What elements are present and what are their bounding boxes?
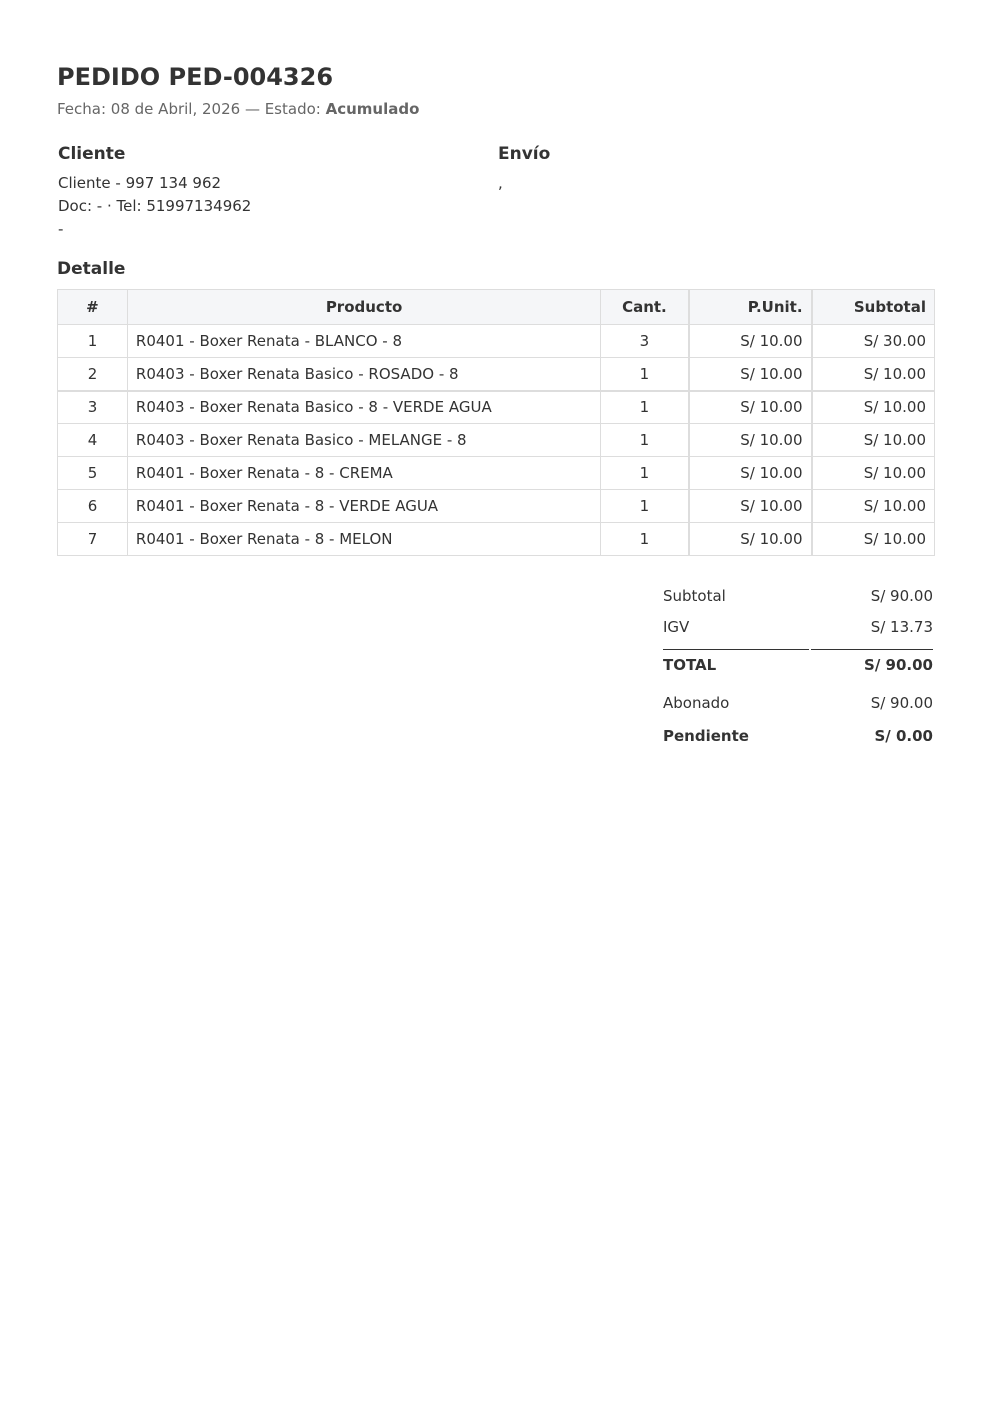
order-document: [57, 60, 935, 745]
page-title: PEDIDO PED-004326: [57, 63, 334, 91]
row-subtotal: S/ 10.00: [812, 358, 935, 391]
row-number: 5: [58, 457, 128, 490]
row-number: 4: [58, 424, 128, 457]
column-header-subtotal: Subtotal: [812, 290, 935, 325]
igv-label: IGV: [663, 618, 690, 636]
row-number: 7: [58, 523, 128, 556]
shipping-address: ,: [498, 174, 503, 192]
row-number: 2: [58, 358, 128, 391]
table-row: [58, 523, 935, 556]
client-extra: -: [58, 220, 64, 238]
shipping-heading: Envío: [498, 144, 551, 164]
table-row: [58, 391, 935, 424]
row-unit-price: S/ 10.00: [689, 457, 812, 490]
row-product: R0401 - Boxer Renata - 8 - MELON: [127, 523, 600, 556]
row-subtotal: S/ 10.00: [812, 490, 935, 523]
table-header-row: [58, 290, 935, 325]
row-unit-price: S/ 10.00: [689, 391, 812, 424]
row-product: R0401 - Boxer Renata - 8 - CREMA: [127, 457, 600, 490]
row-product: R0401 - Boxer Renata - 8 - VERDE AGUA: [127, 490, 600, 523]
totals-summary: [663, 584, 933, 754]
row-number: 6: [58, 490, 128, 523]
total-divider: [811, 649, 933, 650]
table-row: [58, 424, 935, 457]
column-header-unit-price: P.Unit.: [689, 290, 812, 325]
pending-label: Pendiente: [663, 727, 749, 745]
subtotal-row: [663, 584, 933, 615]
detail-heading: Detalle: [57, 259, 126, 279]
parties-section: [57, 143, 935, 243]
row-product: R0403 - Boxer Renata Basico - MELANGE - 8: [127, 424, 600, 457]
table-row: [58, 490, 935, 523]
order-status: Acumulado: [325, 100, 420, 118]
row-subtotal: S/ 30.00: [812, 325, 935, 358]
total-label: TOTAL: [663, 656, 717, 674]
pending-row: [663, 724, 933, 754]
row-unit-price: S/ 10.00: [689, 424, 812, 457]
row-unit-price: S/ 10.00: [689, 490, 812, 523]
table-row: [58, 457, 935, 490]
table-row: [58, 325, 935, 358]
row-subtotal: S/ 10.00: [812, 391, 935, 424]
row-number: 1: [58, 325, 128, 358]
row-quantity: 1: [601, 391, 689, 424]
row-subtotal: S/ 10.00: [812, 523, 935, 556]
row-unit-price: S/ 10.00: [689, 325, 812, 358]
row-unit-price: S/ 10.00: [689, 358, 812, 391]
client-heading: Cliente: [58, 144, 126, 164]
row-quantity: 1: [601, 358, 689, 391]
paid-label: Abonado: [663, 694, 730, 712]
subtotal-value: S/ 90.00: [870, 587, 933, 605]
column-header-number: #: [58, 290, 128, 325]
row-quantity: 1: [601, 523, 689, 556]
pending-value: S/ 0.00: [874, 727, 933, 745]
total-value: S/ 90.00: [864, 656, 933, 674]
total-row: [663, 653, 933, 691]
client-name: Cliente - 997 134 962: [58, 174, 222, 192]
row-subtotal: S/ 10.00: [812, 424, 935, 457]
client-block: [58, 143, 251, 241]
igv-value: S/ 13.73: [870, 618, 933, 636]
order-meta: [57, 99, 935, 119]
client-doc-tel: Doc: - · Tel: 51997134962: [58, 197, 252, 215]
shipping-block: [498, 143, 550, 195]
row-quantity: 3: [601, 325, 689, 358]
row-subtotal: S/ 10.00: [812, 457, 935, 490]
order-date: Fecha: 08 de Abril, 2026 — Estado:: [57, 100, 326, 118]
paid-value: S/ 90.00: [870, 694, 933, 712]
subtotal-label: Subtotal: [663, 587, 726, 605]
row-quantity: 1: [601, 490, 689, 523]
row-unit-price: S/ 10.00: [689, 523, 812, 556]
row-quantity: 1: [601, 424, 689, 457]
row-product: R0403 - Boxer Renata Basico - 8 - VERDE AGUA: [127, 391, 600, 424]
column-header-quantity: Cant.: [601, 290, 689, 325]
igv-row: [663, 615, 933, 649]
row-product: R0401 - Boxer Renata - BLANCO - 8: [127, 325, 600, 358]
table-row: [58, 358, 935, 391]
items-table: [57, 289, 935, 556]
column-header-product: Producto: [127, 290, 600, 325]
paid-row: [663, 691, 933, 724]
total-divider: [663, 649, 809, 650]
row-number: 3: [58, 391, 128, 424]
row-quantity: 1: [601, 457, 689, 490]
row-product: R0403 - Boxer Renata Basico - ROSADO - 8: [127, 358, 600, 391]
